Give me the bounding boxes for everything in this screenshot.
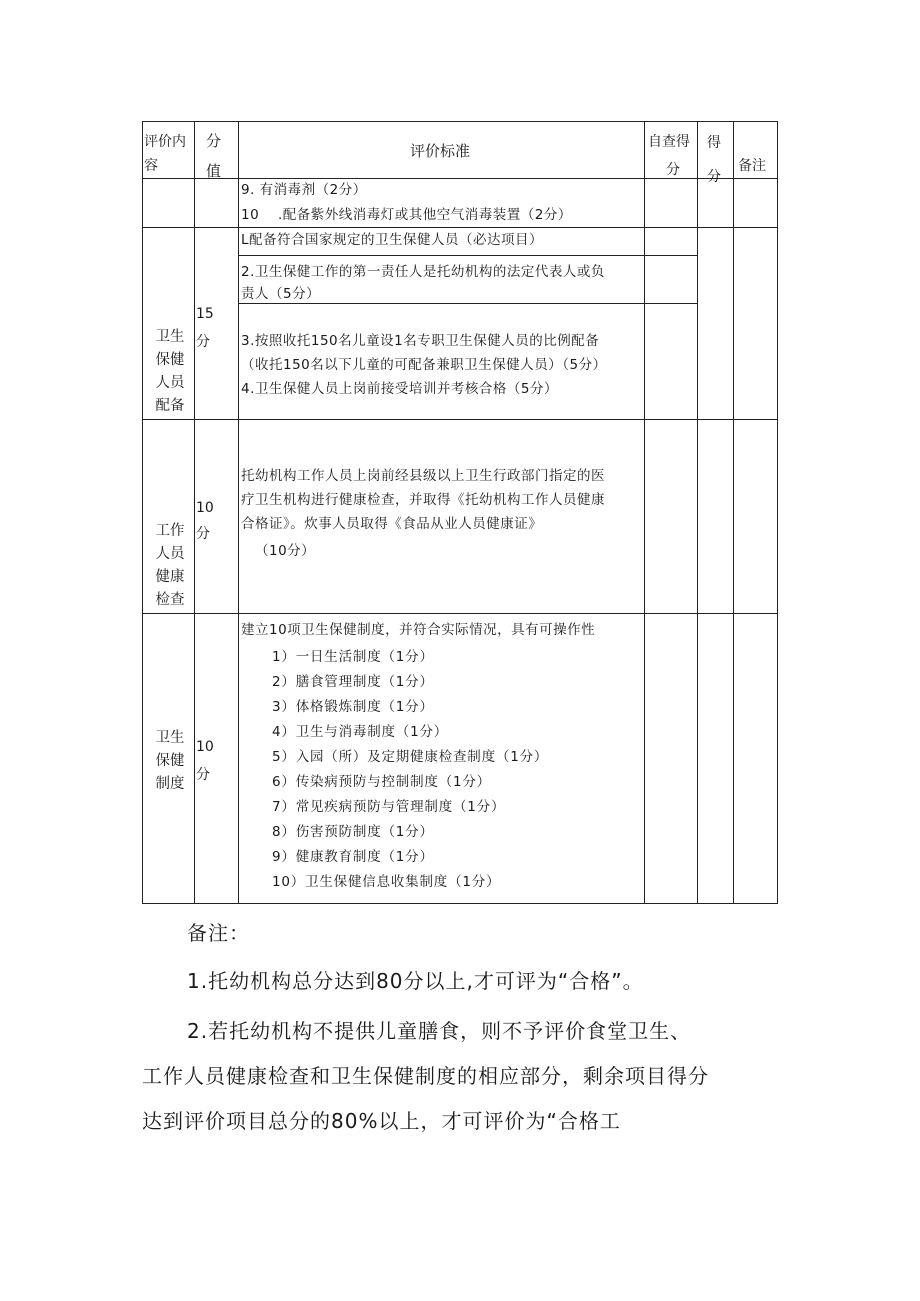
header-criteria: 评价标准: [410, 142, 471, 160]
row1-item-3b: （收托150名以下儿童的可配备兼职卫生保健人员）（5分）: [241, 357, 607, 373]
note-line-2a: 2.若托幼机构不提供儿童膳食，则不予评价食堂卫生、: [187, 1019, 692, 1043]
row1-item-4: 4.卫生保健人员上岗前接受培训并考核合格（5分）: [241, 381, 558, 397]
row1-label: 卫生 保健 人员 配备: [155, 329, 185, 414]
row1-item-3: 3.按照收托150名儿童设1名专职卫生保健人员的比例配备: [241, 333, 600, 349]
list-item: 3）体格锻炼制度（1分）: [272, 699, 434, 715]
row3-label: 卫生 保健 制度: [155, 730, 185, 792]
header-self-score: 自查得 分: [648, 134, 690, 178]
row1-score: 15 分: [196, 306, 214, 350]
list-item: 4）卫生与消毒制度（1分）: [272, 724, 449, 740]
list-item: 5）入园（所）及定期健康检查制度（1分）: [272, 749, 549, 765]
row2-score: 10 分: [196, 500, 214, 542]
list-item: 7）常见疾病预防与管理制度（1分）: [272, 799, 506, 815]
header-content: 评价内 容: [144, 134, 186, 174]
header-remarks: 备注: [738, 158, 766, 174]
row3-list: [272, 645, 548, 895]
note-line-2b: 工作人员健康检查和卫生保健制度的相应部分，剩余项目得分: [142, 1064, 709, 1088]
row2-item-2: 疗卫生机构进行健康检查，并取得《托幼机构工作人员健康: [241, 492, 605, 508]
row3-intro: 建立10项卫生保健制度，并符合实际情况，具有可操作性: [241, 622, 596, 638]
list-item: 6）传染病预防与控制制度（1分）: [272, 774, 491, 790]
note-line-1: 1.托幼机构总分达到80分以上,才可评为“合格”。: [187, 969, 644, 993]
row0-criteria-2: 10 .配备紫外线消毒灯或其他空气消毒装置（2分）: [241, 207, 572, 223]
row1-item-2: 2.卫生保健工作的第一责任人是托幼机构的法定代表人或负: [241, 264, 605, 280]
row2-item-1: 托幼机构工作人员上岗前经县级以上卫生行政部门指定的医: [241, 468, 605, 484]
row0-criteria-1: 9. 有消毒剂（2分）: [241, 182, 367, 198]
list-item: 1）一日生活制度（1分）: [272, 649, 434, 665]
list-item: 8）伤害预防制度（1分）: [272, 824, 434, 840]
row2-item-3: 合格证》。炊事人员取得《食品从业人员健康证》: [241, 516, 543, 532]
list-item: 2）膳食管理制度（1分）: [272, 674, 434, 690]
row1-item-1: L配备符合国家规定的卫生保健人员（必达项目）: [241, 232, 544, 248]
list-item: 10）卫生保健信息收集制度（1分）: [272, 874, 501, 890]
header-score-final: 得 分: [707, 135, 721, 185]
header-score: 分 值: [206, 132, 222, 180]
row1-item-2b: 责人（5分）: [241, 286, 321, 302]
note-line-2c: 达到评价项目总分的80%以上，才可评价为“合格工: [142, 1109, 621, 1133]
row2-item-4: （10分）: [255, 543, 316, 559]
row3-score: 10 分: [196, 739, 214, 783]
list-item: 9）健康教育制度（1分）: [272, 849, 434, 865]
row2-label: 工作 人员 健康 检查: [155, 523, 185, 608]
notes-heading: 备注：: [187, 921, 250, 945]
